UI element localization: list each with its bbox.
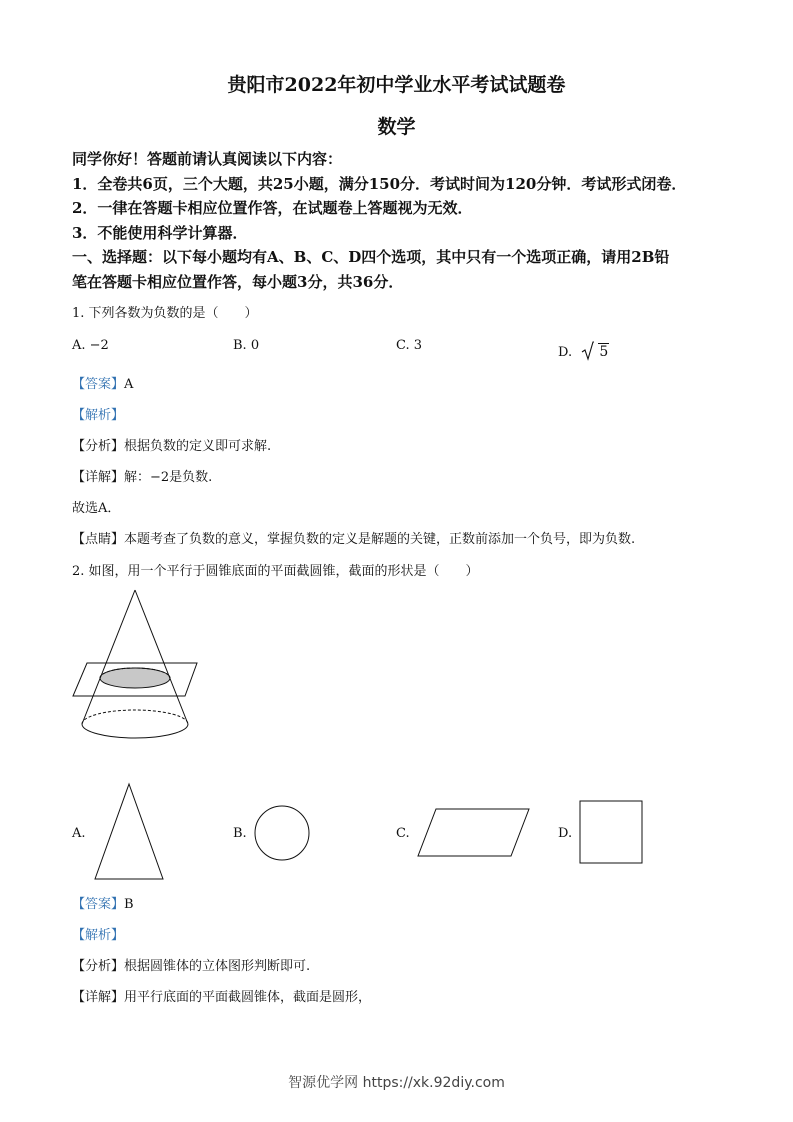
- footer-watermark: 智源优学网 https://xk.92diy.com: [288, 1075, 505, 1091]
- instruction-item-1: 1．全卷共6页，三个大题，共25小题，满分150分．考试时间为120分钟．考试形式闭卷．: [72, 175, 687, 193]
- q2-analysis-text: 【分析】根据圆锥体的立体图形判断即可.: [72, 959, 311, 974]
- sqrt-symbol-icon: [582, 342, 594, 360]
- section-heading-line2: 笔在答题卡相应位置作答，每小题3分，共36分．: [72, 273, 404, 291]
- instructions-greeting: 同学你好！答题前请认真阅读以下内容：: [72, 150, 343, 168]
- q1-detail-text: 【详解】解：−2是负数.: [72, 470, 213, 485]
- cone-section-figure: [70, 588, 210, 748]
- q1-option-d-radicand: 5: [599, 344, 609, 360]
- q2-option-c-label: C.: [396, 826, 410, 841]
- q2-detail-text: 【详解】用平行底面的平面截圆锥体，截面是圆形，: [72, 990, 372, 1005]
- q2-answer-value: B: [124, 897, 134, 912]
- q1-answer: [72, 373, 133, 392]
- q1-analysis-text: 【分析】根据负数的定义即可求解.: [72, 439, 272, 454]
- q1-analysis-label: 【解析】: [72, 408, 125, 423]
- q1-choice-text: 故选A．: [72, 501, 121, 516]
- q2-option-d-label: D.: [558, 826, 573, 841]
- q1-answer-value: A: [124, 377, 134, 392]
- parallelogram-option-icon: [416, 807, 536, 862]
- q2-answer: [72, 893, 134, 912]
- q2-option-b-label: B.: [233, 826, 247, 841]
- q1-answer-label: 【答案】: [72, 377, 125, 392]
- triangle-option-icon: [92, 782, 172, 882]
- instruction-item-3: 3．不能使用科学计算器．: [72, 224, 248, 242]
- q1-comment-text: 【点睛】本题考查了负数的意义，掌握负数的定义是解题的关键，正数前添加一个负号，即为负数.: [72, 532, 636, 547]
- q1-option-c: C. 3: [396, 338, 423, 353]
- q1-option-b: B. 0: [233, 338, 260, 353]
- instruction-item-2: 2．一律在答题卡相应位置作答，在试题卷上答题视为无效．: [72, 199, 473, 217]
- subject-title: 数学: [377, 116, 416, 138]
- q2-answer-label: 【答案】: [72, 897, 125, 912]
- q2-stem: 2. 如图，用一个平行于圆锥底面的平面截圆锥，截面的形状是（ ）: [72, 564, 479, 579]
- q1-option-d: [558, 338, 609, 360]
- page-title: 贵阳市2022年初中学业水平考试试题卷: [227, 74, 566, 96]
- q1-stem: 1. 下列各数为负数的是（ ）: [72, 306, 258, 321]
- section-heading-line1: 一、选择题：以下每小题均有A、B、C、D四个选项，其中只有一个选项正确，请用2B铅: [72, 248, 670, 266]
- q1-option-a: A. −2: [72, 338, 109, 353]
- square-option-icon: [579, 800, 645, 866]
- circle-option-icon: [254, 805, 314, 865]
- q2-analysis-label: 【解析】: [72, 928, 125, 943]
- q2-option-a-label: A.: [72, 826, 86, 841]
- q1-option-d-label: D.: [558, 345, 573, 360]
